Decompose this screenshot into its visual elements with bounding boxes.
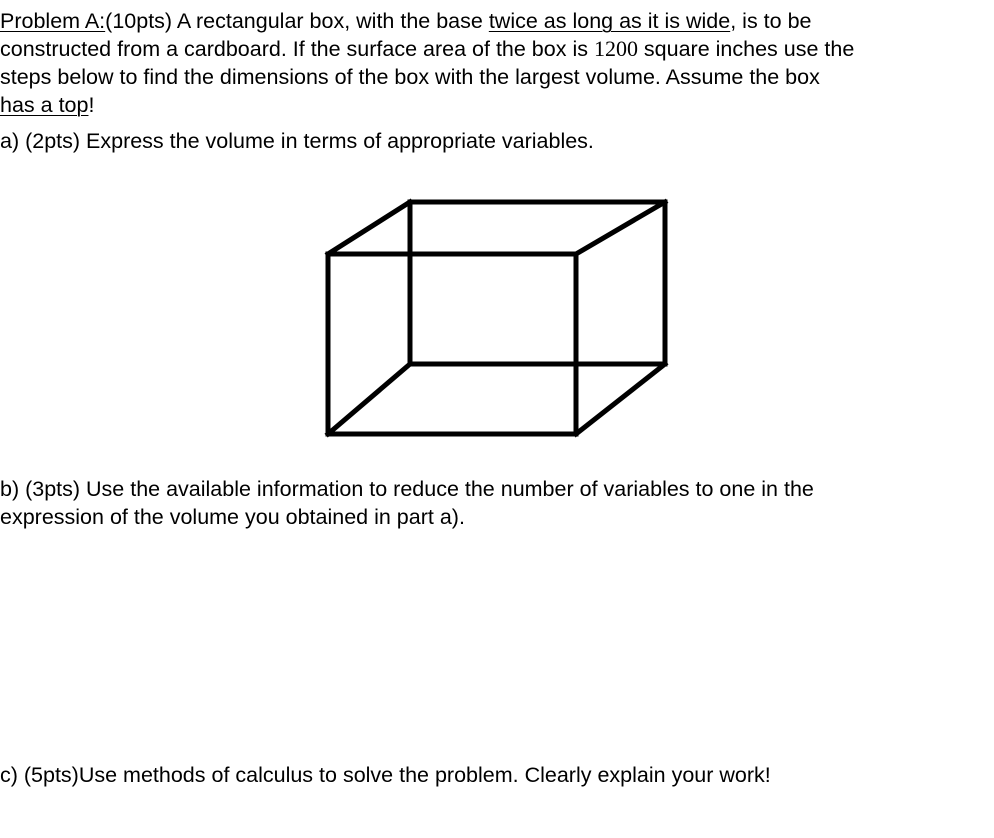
part-a-text: a) (2pts) Express the volume in terms of appropriate variables. — [0, 129, 594, 153]
box-edge-bottom-right — [576, 364, 665, 434]
problem-line-3: steps below to find the dimensions of the box with the largest volume. Assume the box — [0, 65, 820, 89]
problem-statement — [0, 7, 854, 119]
problem-label: Problem A: — [0, 9, 106, 33]
problem-line-2b: square inches use the — [637, 37, 855, 61]
box-edge-top-left — [328, 202, 410, 254]
part-b-line-2: expression of the volume you obtained in part a). — [0, 505, 465, 529]
part-a-question — [0, 127, 594, 155]
problem-line-1 — [0, 7, 854, 35]
problem-points: (10pts) — [105, 9, 173, 33]
part-c-text: c) (5pts)Use methods of calculus to solve the problem. Clearly explain your work! — [0, 763, 771, 787]
has-a-top-phrase: has a top — [0, 93, 89, 117]
surface-area-value: 1200 — [593, 36, 638, 61]
problem-line-4 — [0, 91, 854, 119]
part-b-line-1: b) (3pts) Use the available information to reduce the number of variables to one in the — [0, 477, 814, 501]
box-edge-bottom-left — [328, 364, 410, 434]
exclamation: ! — [88, 93, 95, 117]
problem-line-2a: constructed from a cardboard. If the surface area of the box is — [0, 37, 594, 61]
problem-line-2 — [0, 35, 854, 63]
problem-text-1: A rectangular box, with the base — [172, 9, 489, 33]
problem-text-2: , is to be — [730, 9, 812, 33]
twice-as-long-phrase: twice as long as it is wide — [488, 9, 731, 33]
part-c-question — [0, 761, 771, 789]
part-b-question — [0, 475, 814, 531]
box-edge-top-right — [576, 202, 665, 254]
box-front-face — [328, 254, 576, 434]
box-wireframe — [328, 202, 665, 434]
rectangular-box-figure — [300, 180, 700, 460]
